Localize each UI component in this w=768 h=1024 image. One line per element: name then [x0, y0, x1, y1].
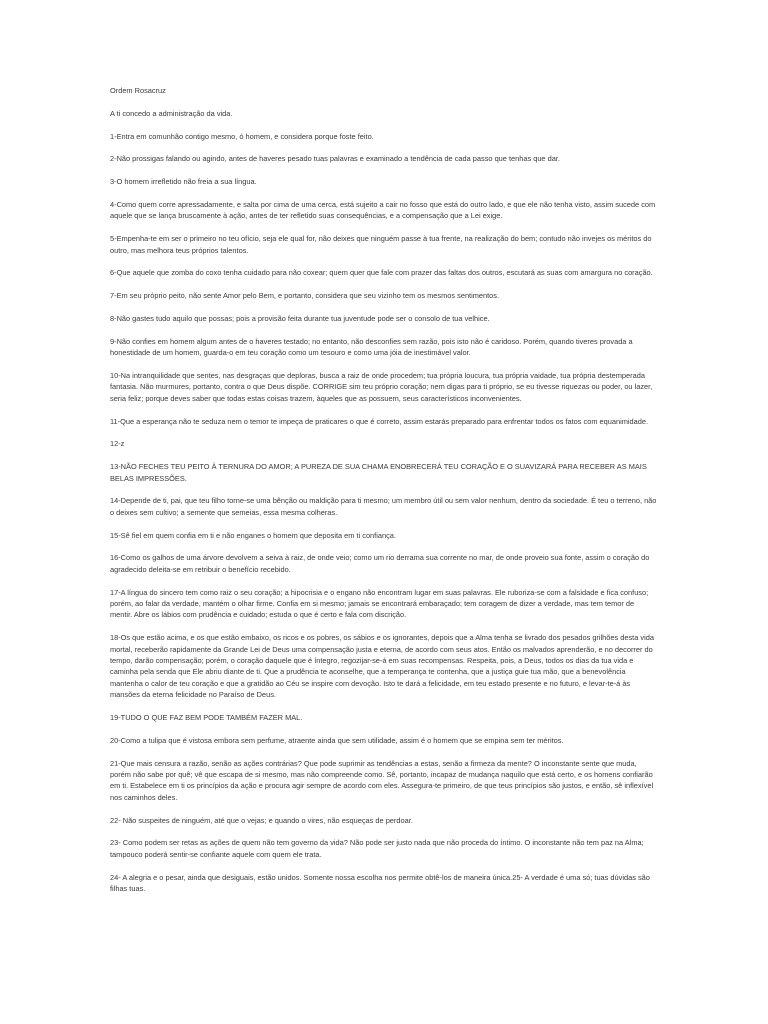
paragraph-7: 7-Em seu próprio peito, não sente Amor pelo Bem, e portanto, considera que seu vizinho tem os mesmos sentimentos. — [110, 291, 500, 301]
paragraph-10: 10-Na intranquilidade que sentes, nas desgraças que deploras, busca a raiz de onde procedem; tua própria loucura, tua própria vaidade, tua própria destemperada fantasia. Não murmures, portanto, contra o que Deus dispõe. CORRIGE sim teu próprio coração; nem digas para ti próprio, se eu tivesse riquezas ou poder, ou lazer, seria feliz; porque deves saber que todas estas coisas trazem, àqueles que as possuem, seus característicos inconvenientes. — [110, 370, 653, 403]
paragraph-20: 20-Como a tulipa que é vistosa embora sem perfume, atraente ainda que sem utilidade, assim é o homem que se empina sem ter méritos. — [110, 735, 564, 745]
paragraph-14: 14-Depende de ti, pai, que teu filho torne-se uma bênção ou maldição para ti mesmo; um membro útil ou sem valor nenhum, dentro da sociedade. É teu o terreno, não o deixes sem cultivo; a semente que semeias, essa mesma colheras. — [110, 496, 657, 517]
paragraph-6: 6-Que aquele que zomba do coxo tenha cuidado para não coxear; quem quer que fale com prazer das faltas dos outros, escutará as suas com amargura no coração. — [110, 268, 653, 278]
paragraph-12: 12-z — [110, 439, 125, 449]
paragraph-17: 17-A língua do sincero tem como raiz o seu coração; a hipocrisia e o engano não encontram lugar em suas palavras. Ele ruboriza-se com a falsidade e fica confuso; porém, ao falar da verdade, mantém o olhar firme. Confia em si mesmo; jamais se encontrará embaraçado; tem coragem de dizer a verdade, mas tem temor de mentir. Abre os lábios com prudência e cuidado; estuda o que é certo e fala com discrição. — [110, 587, 649, 620]
intro-line: A ti concedo a administração da vida. — [110, 108, 233, 118]
paragraph-15: 15-Sê fiel em quem confia em ti e não enganes o homem que deposita em ti confiança. — [110, 530, 396, 540]
paragraph-9: 9-Não confies em homem algum antes de o haveres testado; no entanto, não desconfies sem razão, pois isto não é caridoso. Porém, quando tiveres provada a honestidade de um homem, guarda-o em teu coração como um tesouro e como uma jóia de inestimável valor. — [110, 336, 633, 358]
document-title: Ordem Rosacruz — [110, 86, 166, 95]
paragraph-24: 24- A alegria e o pesar, ainda que desiguais, estão unidos. Somente nossa escolha nos permite obtê-los de maneira única.25- A verdade é uma só; tuas dúvidas são filhas tuas. — [110, 872, 650, 894]
document-body — [110, 85, 658, 906]
paragraph-11: 11-Que a esperança não te seduza nem o temor te impeça de praticares o que é correto, assim estarás preparado para enfrentar todos os fatos com equanimidade. — [110, 416, 649, 426]
paragraph-1: 1-Entra em comunhão contigo mesmo, ó homem, e considera porque foste feito. — [110, 131, 374, 141]
paragraph-18: 18-Os que estão acima, e os que estão embaixo, os ricos e os pobres, os sábios e os ignorantes, depois que a Alma tenha se livrado dos pesados grilhões desta vida mortal, receberão rapidamente da Grande Lei de Deus uma compensação justa e eterna, de acordo com seus atos. Então os malvados aprenderão, e no decorrer do tempo, darão compensação; porém, o coração daquele que é íntegro, regozijar-se-á em suas recompensas. Respeita, pois, a Deus, todos os dias da tua vida e caminha pela senda que Ele abriu diante de ti. Que a prudência te aconselhe, que a temperança te contenha, que a justiça guie tua mão, que a benevolência mantenha o calor de teu coração e que a gratidão ao Céu se inspire com devoção. Isto te dará a felicidade, em teu estado presente e no futuro, e levar-te-á às mansões da eterna felicidade no Paraíso de Deus. — [110, 633, 654, 700]
paragraph-8: 8-Não gastes tudo aquilo que possas; pois a provisão feita durante tua juventude pode ser o consolo de tua velhice. — [110, 313, 490, 323]
paragraph-13: 13-NÃO FECHES TEU PEITO À TERNURA DO AMOR; A PUREZA DE SUA CHAMA ENOBRECERÁ TEU CORAÇÃO E O SUAVIZARÁ PARA RECEBER AS MAIS BELAS IMPRESSÕES. — [110, 462, 647, 483]
paragraph-3: 3-O homem irrefletido não freia a sua língua. — [110, 177, 257, 187]
paragraph-19: 19-TUDO O QUE FAZ BEM PODE TAMBÉM FAZER MAL. — [110, 713, 303, 723]
paragraph-23: 23- Como podem ser retas as ações de quem não tem governo da vida? Não pode ser justo nada que não proceda do íntimo. O inconstante não tem paz na Alma; tampouco poderá sentir-se confiante aquele com quem ele trata. — [110, 838, 644, 859]
paragraph-22: 22- Não suspeites de ninguém, até que o vejas; e quando o vires, não esqueças de perdoar. — [110, 815, 413, 825]
paragraph-4: 4-Como quem corre apressadamente, e salta por cima de uma cerca, está sujeito a cair no fosso que está do outro lado, e que ele não tenha visto, assim sucede com aquele que se lança bruscamente à ação, antes de ter refletido suas consequências, e a compensação que a Lei exige. — [110, 199, 656, 221]
paragraph-21: 21-Que mais censura a razão, senão as ações contrárias? Que pode suprimir as tendências a estas, senão a firmeza da mente? O inconstante sente que muda, porém não sabe por quê; vê que escapa de si mesmo, mas não compreende como. Sê, portanto, incapaz de mudança naquilo que está certo, e os homens confiarão em ti. Estabelece em ti os princípios da ação e procura agir sempre de acordo com eles. Assegura-te primeiro, de que teus princípios são justos, e então, sê inflexível nos caminhos deles. — [110, 758, 654, 802]
paragraph-5: 5-Empenha-te em ser o primeiro no teu ofício, seja ele qual for, não deixes que ninguém passe à tua frente, na realização do bem; contudo não invejes os méritos do outro, mas melhora teus próprios talentos. — [110, 234, 652, 255]
paragraph-16: 16-Como os galhos de uma árvore devolvem a seiva à raiz, de onde veio; como um rio derrama sua corrente no mar, de onde proveio sua fonte, assim o coração do agradecido deleita-se em retribuir o benefício recebido. — [110, 553, 650, 574]
paragraph-2: 2-Não prossigas falando ou agindo, antes de haveres pesado tuas palavras e examinado a tendência de cada passo que tenhas que dar. — [110, 154, 560, 164]
